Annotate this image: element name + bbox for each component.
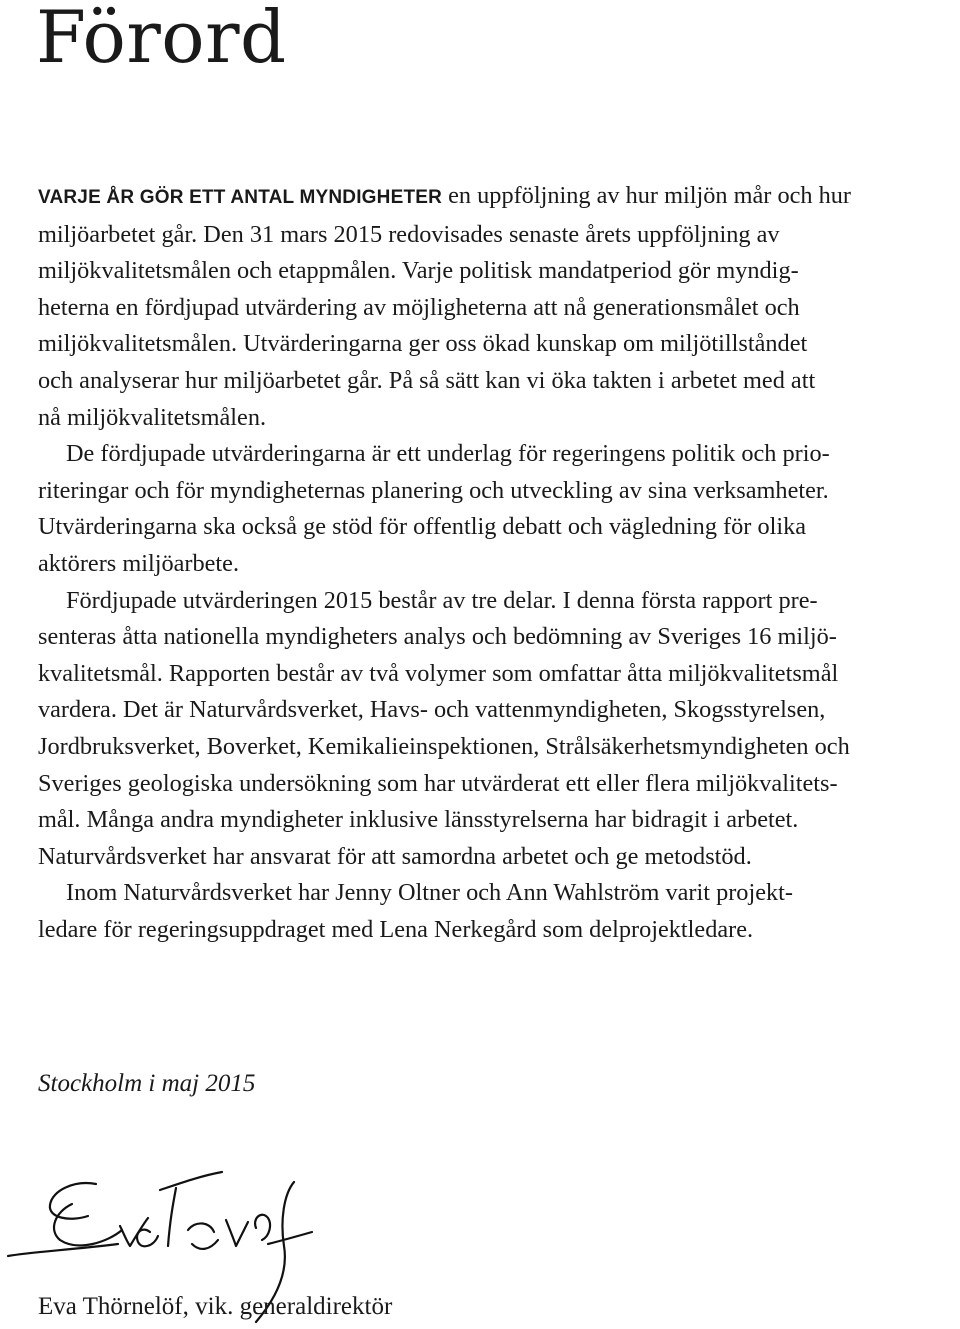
paragraph-line: aktörers miljöarbete. <box>38 549 240 577</box>
paragraph-line: ledare för regeringsuppdraget med Lena Nerkegård som delprojektledare. <box>38 915 754 943</box>
signer-name-title: Eva Thörnelöf, vik. generaldirektör <box>38 1293 393 1320</box>
paragraph-line-text: en uppföljning av hur miljön mår och hur <box>442 182 851 209</box>
paragraph-line: Utvärderingarna ska också ge stöd för offentlig debatt och vägledning för olika <box>38 513 807 541</box>
paragraph-line: Inom Naturvårdsverket har Jenny Oltner och Ann Wahlström varit projekt- <box>66 879 793 907</box>
place-date: Stockholm i maj 2015 <box>38 1070 256 1097</box>
paragraph-line: mål. Många andra myndigheter inklusive länsstyrelserna har bidragit i arbetet. <box>38 806 799 834</box>
paragraph-line: De fördjupade utvärderingarna är ett underlag för regeringens politik och prio- <box>66 440 830 468</box>
paragraph-line <box>38 178 960 217</box>
paragraph-line: Jordbruksverket, Boverket, Kemikalieinspektionen, Strålsäkerhetsmyndigheten och <box>38 732 850 760</box>
foreword-body <box>38 178 960 948</box>
paragraph-line: heterna en fördjupad utvärdering av möjligheterna att nå generationsmålet och <box>38 293 800 321</box>
paragraph-line: nå miljökvalitetsmålen. <box>38 403 267 431</box>
paragraph-line: miljökvalitetsmålen. Utvärderingarna ger oss ökad kunskap om miljötillståndet <box>38 330 808 358</box>
paragraph-line: riteringar och för myndigheternas planering och utveckling av sina verksamheter. <box>38 476 829 504</box>
lead-in-caps: VARJE ÅR GÖR ETT ANTAL MYNDIGHETER <box>38 187 443 208</box>
page-title: Förord <box>36 0 287 79</box>
paragraph-line: senteras åtta nationella myndigheters analys och bedömning av Sveriges 16 miljö- <box>38 623 837 651</box>
paragraph-line: Fördjupade utvärderingen 2015 består av tre delar. I denna första rapport pre- <box>66 586 818 614</box>
paragraph-line: Naturvårdsverket har ansvarat för att samordna arbetet och ge metodstöd. <box>38 842 752 870</box>
paragraph-line: miljöarbetet går. Den 31 mars 2015 redovisades senaste årets uppföljning av <box>38 220 780 248</box>
paragraph-line: Sveriges geologiska undersökning som har utvärderat ett eller flera miljökvalitets- <box>38 769 838 797</box>
paragraph-line: miljökvalitetsmålen och etappmålen. Varje politisk mandatperiod gör myndig- <box>38 257 799 285</box>
paragraph-line: vardera. Det är Naturvårdsverket, Havs- och vattenmyndigheten, Skogsstyrelsen, <box>38 696 826 724</box>
paragraph-line: kvalitetsmål. Rapporten består av två volymer som omfattar åtta miljökvalitetsmål <box>38 659 839 687</box>
paragraph-line: och analyserar hur miljöarbetet går. På så sätt kan vi öka takten i arbetet med att <box>38 366 816 394</box>
